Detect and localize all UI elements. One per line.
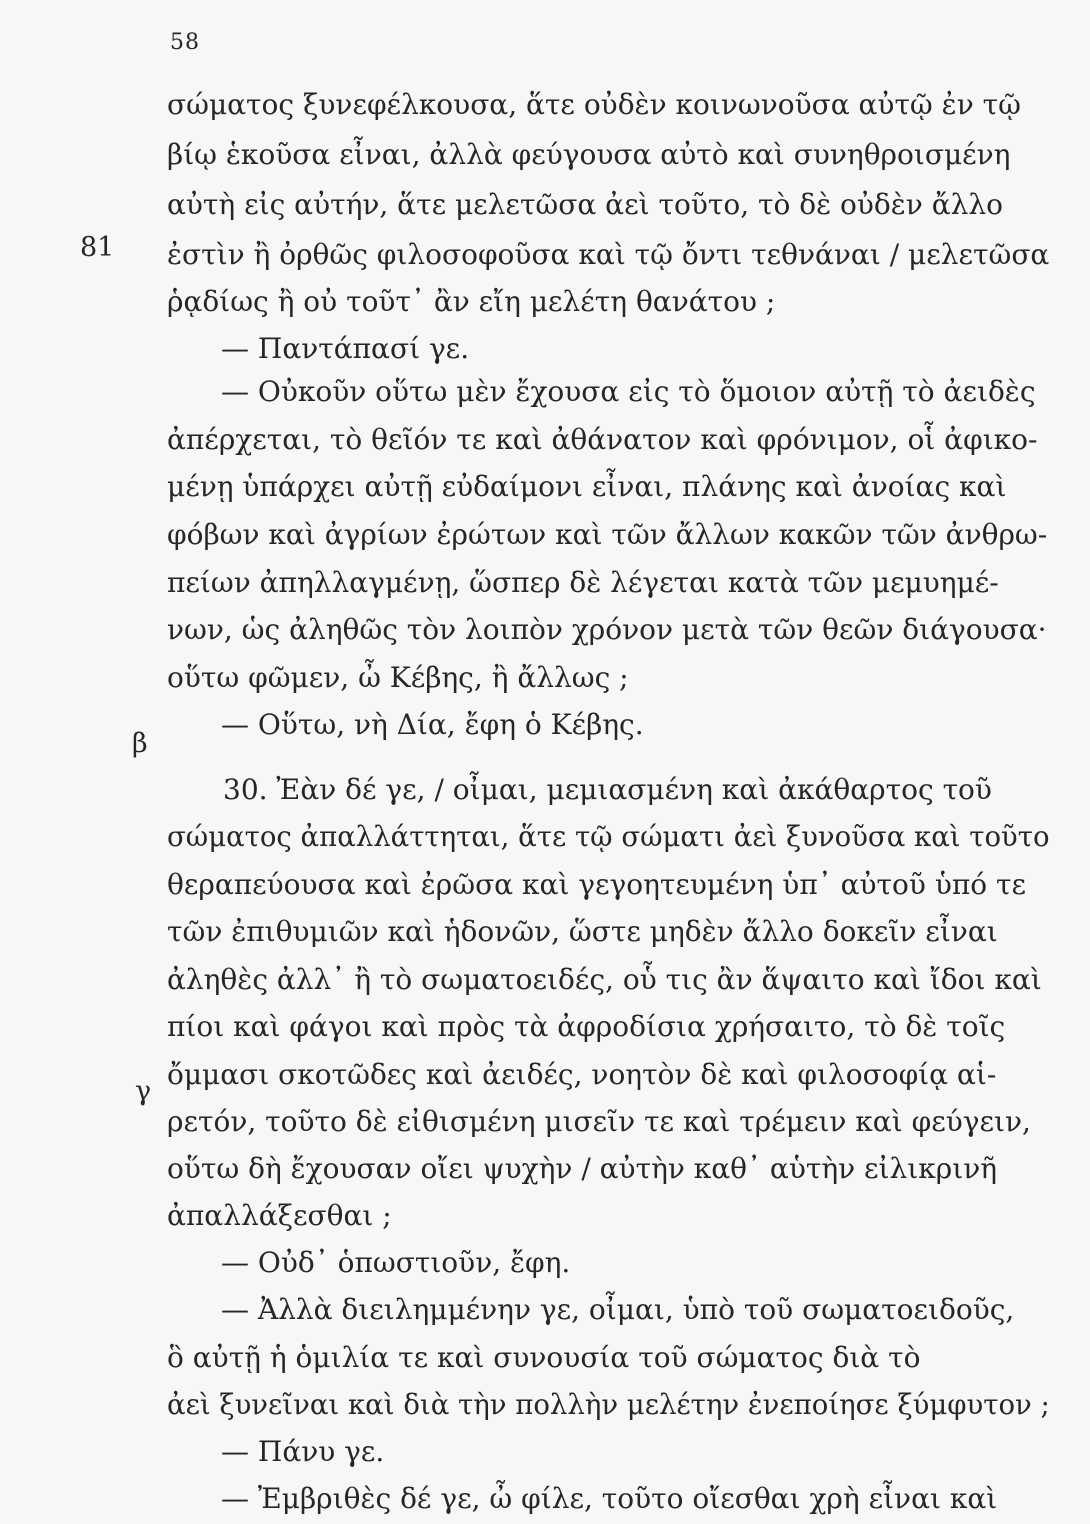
margin-stephanus-beta: β [132,728,148,759]
text-line: αὐτὴ εἰς αὐτήν, ἅτε μελετῶσα ἀεὶ τοῦτο, τὸ δὲ οὐδὲν ἄλλο [167,188,1003,221]
text-line: σώματος ξυνεφέλκουσα, ἅτε οὐδὲν κοινωνοῦσα αὐτῷ ἐν τῷ [167,88,1021,121]
text-line: μένῃ ὑπάρχει αὐτῇ εὐδαίμονι εἶναι, πλάνης καὶ ἀνοίας καὶ [167,470,1007,503]
text-line: ὄμμασι σκοτῶδες καὶ ἀειδές, νοητὸν δὲ καὶ φιλοσοφίᾳ αἱ- [167,1058,997,1091]
text-line: θεραπεύουσα καὶ ἐρῶσα καὶ γεγοητευμένη ὑπ᾽ αὐτοῦ ὑπό τε [167,868,1027,901]
text-line: — Οὐκοῦν οὕτω μὲν ἔχουσα εἰς τὸ ὅμοιον αὐτῇ τὸ ἀειδὲς [221,375,1036,408]
text-line: — Οὕτω, νὴ Δία, ἔφη ὁ Κέβης. [221,708,644,741]
text-line: νων, ὡς ἀληθῶς τὸν λοιπὸν χρόνον μετὰ τῶν θεῶν διάγουσα· [167,613,1047,646]
text-line: ἀπαλλάξεσθαι ; [167,1199,392,1232]
text-line: — Ἐμβριθὲς δέ γε, ὦ φίλε, τοῦτο οἴεσθαι χρὴ εἶναι καὶ [221,1482,998,1515]
text-line: ὃ αὐτῇ ἡ ὁμιλία τε καὶ συνουσία τοῦ σώματος διὰ τὸ [167,1341,921,1374]
text-line: βίῳ ἑκοῦσα εἶναι, ἀλλὰ φεύγουσα αὐτὸ καὶ συνηθροισμένη [167,138,1011,171]
text-line: πίοι καὶ φάγοι καὶ πρὸς τὰ ἀφροδίσια χρήσαιτο, τὸ δὲ τοῖς [167,1010,1006,1043]
text-line: ἀληθὲς ἀλλ᾽ ἢ τὸ σωματοειδές, οὗ τις ἂν ἅψαιτο καὶ ἴδοι καὶ [167,963,1042,996]
text-line: ἀεὶ ξυνεῖναι καὶ διὰ τὴν πολλὴν μελέτην ἐνεποίησε ξύμφυτον ; [167,1388,1050,1421]
text-line: σώματος ἀπαλλάττηται, ἅτε τῷ σώματι ἀεὶ ξυνοῦσα καὶ τοῦτο [167,820,1050,853]
text-line: — Παντάπασί γε. [221,332,470,365]
page-number: 58 [170,30,200,55]
text-line: ῥᾳδίως ἢ οὐ τοῦτ᾽ ἂν εἴη μελέτη θανάτου ; [167,285,776,318]
margin-section-81: 81 [80,232,115,263]
margin-stephanus-gamma: γ [135,1076,152,1107]
text-line: οὕτω δὴ ἔχουσαν οἴει ψυχὴν / αὐτὴν καθ᾽ αὑτὴν εἰλικρινῆ [167,1152,997,1185]
text-line: — Πάνυ γε. [221,1435,385,1468]
text-line: τῶν ἐπιθυμιῶν καὶ ἡδονῶν, ὥστε μηδὲν ἄλλο δοκεῖν εἶναι [167,915,998,948]
text-line: — Οὐδ᾽ ὁπωστιοῦν, ἔφη. [221,1246,571,1279]
text-line: ἀπέρχεται, τὸ θεῖόν τε καὶ ἀθάνατον καὶ φρόνιμον, οἷ ἀφικο- [167,423,1038,456]
text-line: οὕτω φῶμεν, ὦ Κέβης, ἢ ἄλλως ; [167,661,629,694]
text-line: — Ἀλλὰ διειλημμένην γε, οἶμαι, ὑπὸ τοῦ σωματοειδοῦς, [221,1293,1015,1326]
text-line: ἐστὶν ἢ ὀρθῶς φιλοσοφοῦσα καὶ τῷ ὄντι τεθνάναι / μελετῶσα [167,238,1050,271]
text-line: πείων ἀπηλλαγμένῃ, ὥσπερ δὲ λέγεται κατὰ τῶν μεμυημέ- [167,566,999,599]
text-line: 30. Ἐὰν δέ γε, / οἶμαι, μεμιασμένη καὶ ἀκάθαρτος τοῦ [223,773,992,806]
text-line: φόβων καὶ ἀγρίων ἐρώτων καὶ τῶν ἄλλων κακῶν τῶν ἀνθρω- [167,518,1048,551]
text-line: ρετόν, τοῦτο δὲ εἰθισμένη μισεῖν τε καὶ τρέμειν καὶ φεύγειν, [167,1105,1031,1138]
